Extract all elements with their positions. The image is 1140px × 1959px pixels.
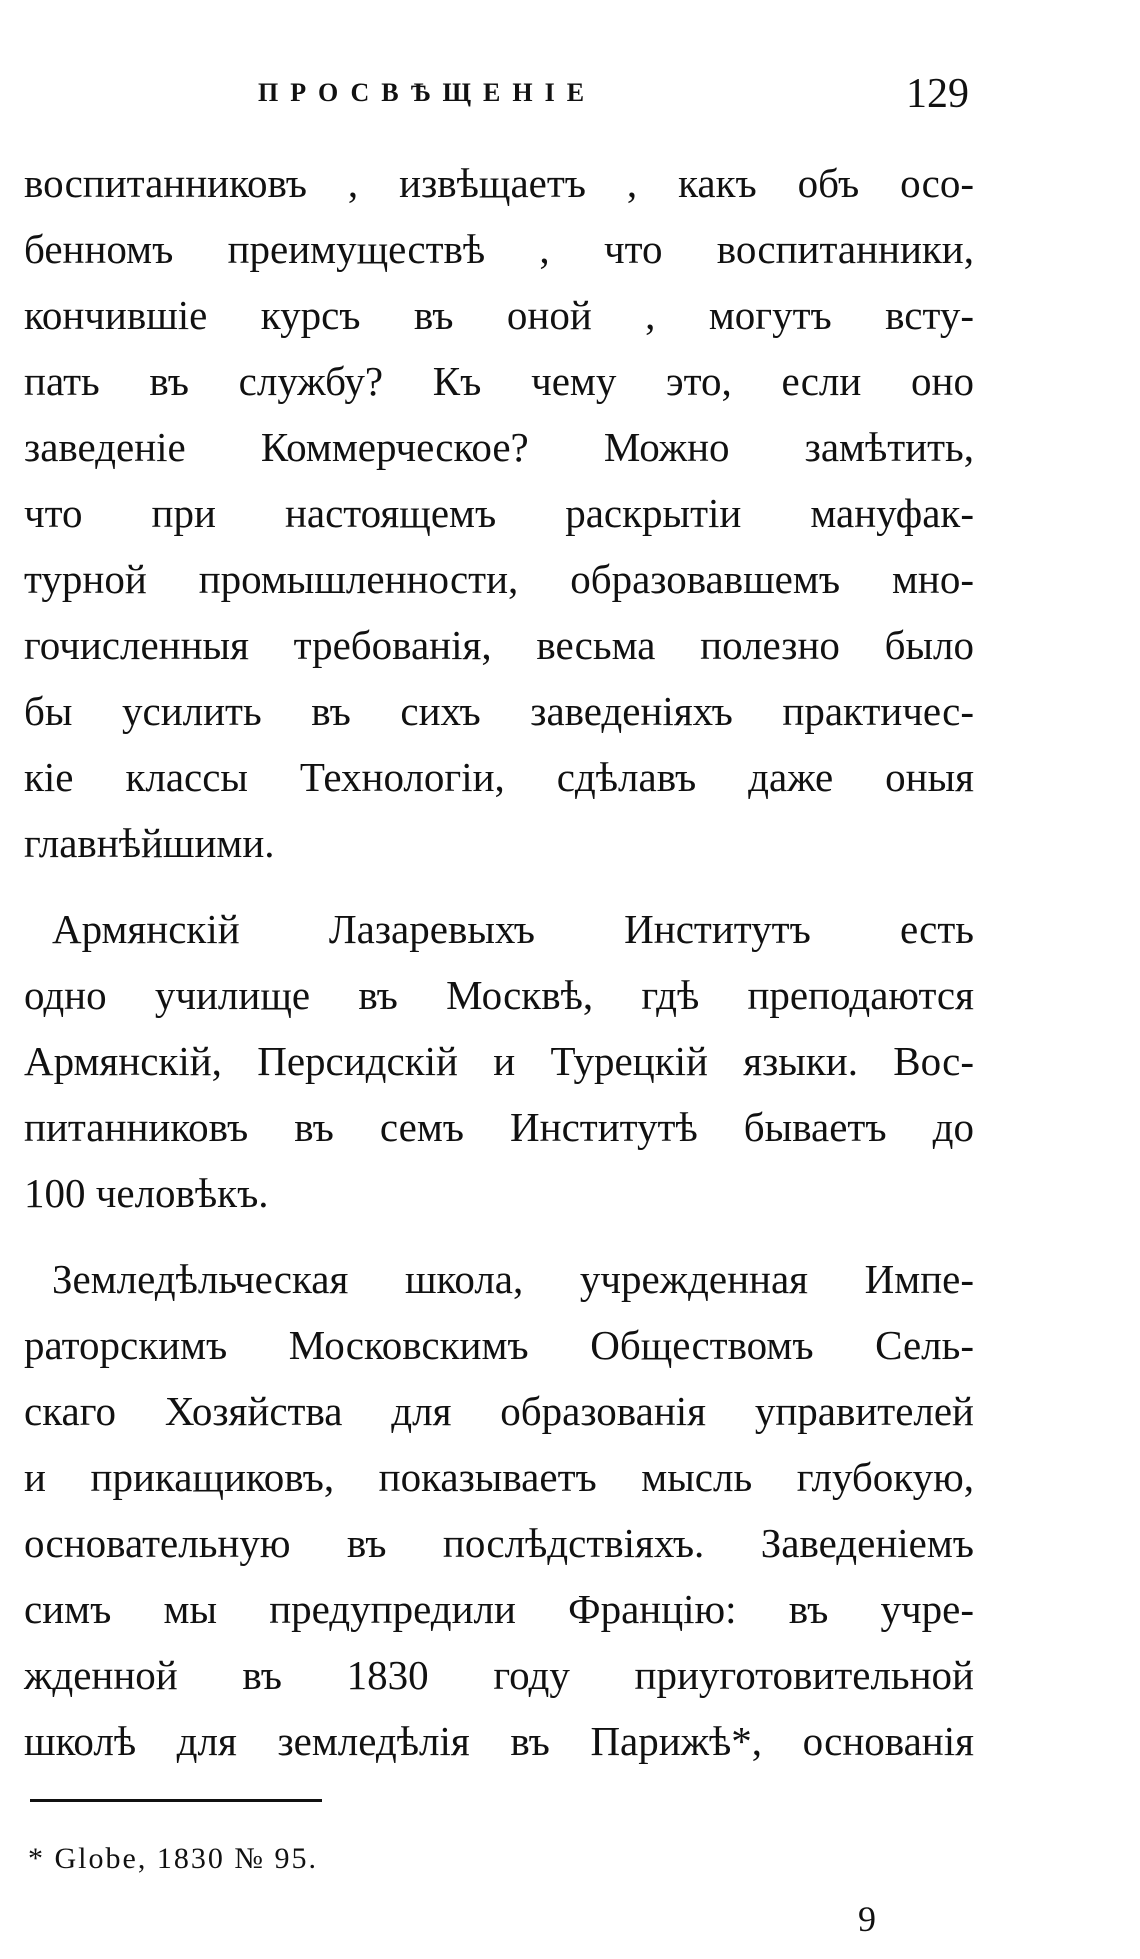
text-line: пать въ службу? Къ чему это, если оно: [24, 358, 974, 404]
text-line: турной промышленности, образовавшемъ мно-: [24, 556, 974, 602]
text-line: питанниковъ въ семъ Институтѣ бываетъ до: [24, 1104, 974, 1150]
footnote: * Globe, 1830 № 95.: [28, 1842, 318, 1875]
body-text: [24, 150, 974, 1774]
text-line: школѣ для земледѣлія въ Парижѣ*, основанія: [24, 1718, 974, 1764]
footnote-rule: [30, 1799, 322, 1802]
text-line: что при настоящемъ раскрытіи мануфак-: [24, 490, 974, 536]
text-line: кіе классы Технологіи, сдѣлавъ даже оныя: [24, 754, 974, 800]
text-line: раторскимъ Московскимъ Обществомъ Сель-: [24, 1322, 974, 1368]
text-line: 100 человѣкъ.: [24, 1170, 269, 1216]
text-line: Армянскій Лазаревыхъ Институтъ есть: [52, 906, 974, 952]
page-number: 129: [906, 71, 969, 117]
text-line: и прикащиковъ, показываетъ мысль глубокую,: [24, 1454, 974, 1500]
text-line: Армянскій, Персидскій и Турецкій языки. Вос-: [24, 1038, 974, 1084]
text-line: кончившіе курсъ въ оной , могутъ всту-: [24, 292, 974, 338]
text-line: бенномъ преимуществѣ , что воспитанники,: [24, 226, 974, 272]
text-line: воспитанниковъ , извѣщаетъ , какъ объ осо-: [24, 160, 974, 206]
text-line: одно училище въ Москвѣ, гдѣ преподаются: [24, 972, 974, 1018]
text-line: заведеніе Коммерческое? Можно замѣтить,: [24, 424, 974, 470]
paragraph-3: [24, 1246, 974, 1774]
paragraph-2: [24, 896, 974, 1226]
text-line: скаго Хозяйства для образованія управителей: [24, 1388, 974, 1434]
text-line: Земледѣльческая школа, учрежденная Импе-: [52, 1256, 974, 1302]
text-line: бы усилить въ сихъ заведеніяхъ практичес-: [24, 688, 974, 734]
running-title: ПРОСВѢЩЕНІЕ: [258, 78, 597, 107]
signature-mark: 9: [858, 1899, 876, 1939]
text-line: гочисленныя требованія, весьма полезно было: [24, 622, 974, 668]
text-line: симъ мы предупредили Францію: въ учре-: [24, 1586, 974, 1632]
text-line: основательную въ послѣдствіяхъ. Заведеніемъ: [24, 1520, 974, 1566]
text-line: главнѣйшими.: [24, 820, 275, 866]
text-line: жденной въ 1830 году приуготовительной: [24, 1652, 974, 1698]
paragraph-1: [24, 150, 974, 876]
